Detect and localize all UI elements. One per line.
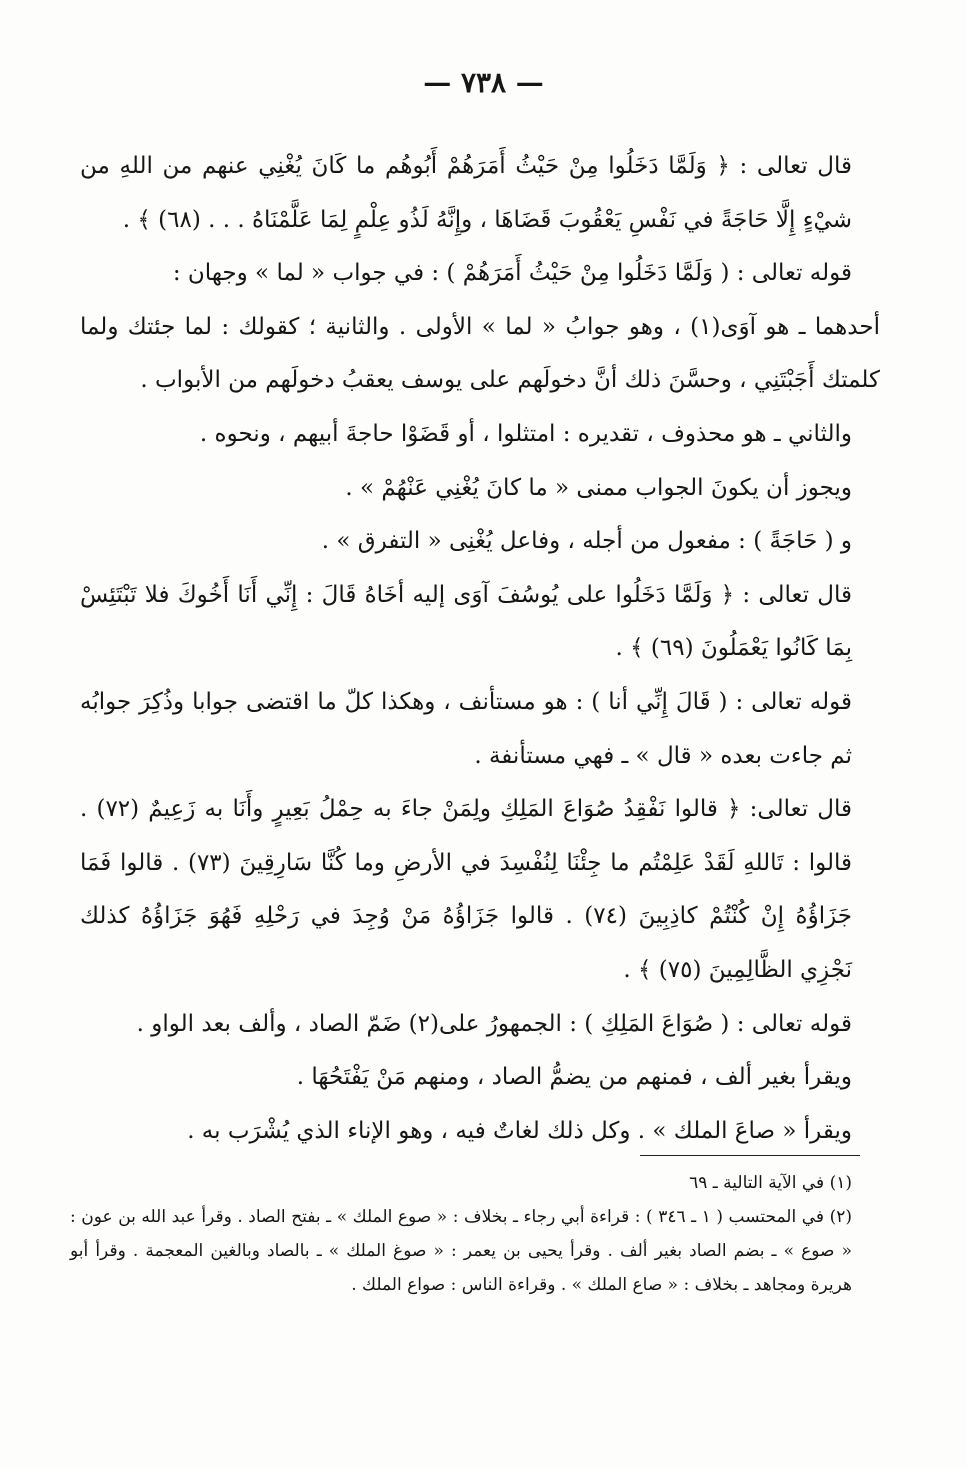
footnote: (١) في الآية التالية ـ ٦٩ [689, 1173, 852, 1193]
footnote: (٢) في المحتسب ( ١ ـ ٣٤٦ ) : قراءة أبي رجاء ـ بخلاف : « صوع الملك » ـ بفتح الصاد . وقرأ عبد الله بن عون : « صوع » ـ بضم الصاد بغير ألف . وقرأ يحيى بن يعمر : « صوغ الملك » ـ بالصاد وبالغين المعجمة . وقرأ أبو هريرة ومجاهد ـ بخلاف : « صاع الملك » . وقراءة الناس : صواع الملك . [70, 1207, 852, 1295]
verse-paragraph: قال تعالى: ﴿ قالوا نَفْقِدُ صُوَاعَ المَلِكِ ولِمَنْ جاءَ به حِمْلُ بَعِيرٍ وأَنَا به زَعِيمٌ (٧٢) . قالوا : تَاللهِ لَقَدْ عَلِمْتُم ما جِئْنَا لِنُفْسِدَ في الأرضِ وما كُنَّا سَارِقِينَ (٧٣) . قالوا فَمَا جَزَاؤُهُ إِنْ كُنْتُمْ كاذِبِينَ (٧٤) . قالوا جَزَاؤُهُ مَنْ وُجِدَ في رَحْلِهِ فَهُوَ جَزَاؤُهُ كذلك نَجْزِي الظَّالِمِينَ (٧٥) ﴾ . [80, 796, 852, 983]
commentary-paragraph: و ( حَاجَةً ) : مفعول من أجله ، وفاعل يُغْنِى « التفرق » . [321, 528, 852, 555]
commentary-paragraph: قوله تعالى : ( قَالَ إِنِّي أنا ) : هو مستأنف ، وهكذا كلّ ما اقتضى جوابا وذُكِرَ جوابُه ثم جاءت بعده « قال » ـ فهي مستأنفة . [80, 688, 852, 769]
page-number: — ٧٣٨ — [423, 66, 544, 99]
footnotes [70, 1166, 880, 1302]
commentary-paragraph: ويقرأ بغير ألف ، فمنهم من يضمُّ الصاد ، ومنهم مَنْ يَفْتَحُهَا . [296, 1064, 852, 1091]
footnote-divider [640, 1155, 860, 1156]
commentary-paragraph: ويقرأ « صاعَ الملك » . وكل ذلك لغاتٌ فيه ، وهو الإناء الذي يُشْرَب به . [187, 1117, 852, 1144]
commentary-paragraph: ويجوز أن يكونَ الجواب ممنى « ما كانَ يُغْنِي عَنْهُمْ » . [345, 474, 852, 501]
commentary-paragraph: قوله تعالى : ( وَلَمَّا دَخَلُوا مِنْ حَيْثُ أَمَرَهُمْ ) : في جواب « لما » وجهان : [172, 260, 852, 287]
commentary-paragraph: قوله تعالى : ( صُوَاعَ المَلِكِ ) : الجمهورُ على(٢) ضَمّ الصاد ، وألف بعد الواو . [136, 1010, 852, 1037]
verse-paragraph: قال تعالى : ﴿ وَلَمَّا دَخَلُوا على يُوسُفَ آوَى إليه أخَاهُ قَالَ : إِنِّي أَنَا أَخُوكَ فلا تَبْتَئِسْ بِمَا كَانُوا يَعْمَلُونَ (٦٩) ﴾ . [80, 581, 852, 662]
verse-paragraph: قال تعالى : ﴿ وَلَمَّا دَخَلُوا مِنْ حَيْثُ أَمَرَهُمْ أَبُوهُم ما كَانَ يُغْنِي عنهم من اللهِ من شيْءٍ إِلَّا حَاجَةً في نَفْسِ يَعْقُوبَ قَضَاهَا ، وإِنَّهُ لَذُو عِلْمٍ لِمَا عَلَّمْنَاهُ . . . (٦٨) ﴾ . [80, 153, 852, 233]
main-text [80, 140, 880, 1158]
commentary-paragraph: أحدهما ـ هو آوَى(١) ، وهو جوابُ « لما » الأولى . والثانية ؛ كقولك : لما جئتك ولما كلمتك أَجَبْتَنِي ، وحسَّنَ ذلك أنَّ دخولَهم على يوسف يعقبُ دخولَهم من الأبواب . [80, 313, 880, 394]
commentary-paragraph: والثاني ـ هو محذوف ، تقديره : امتثلوا ، أو قَضَوْا حاجةَ أبيهم ، ونحوه . [199, 420, 852, 447]
